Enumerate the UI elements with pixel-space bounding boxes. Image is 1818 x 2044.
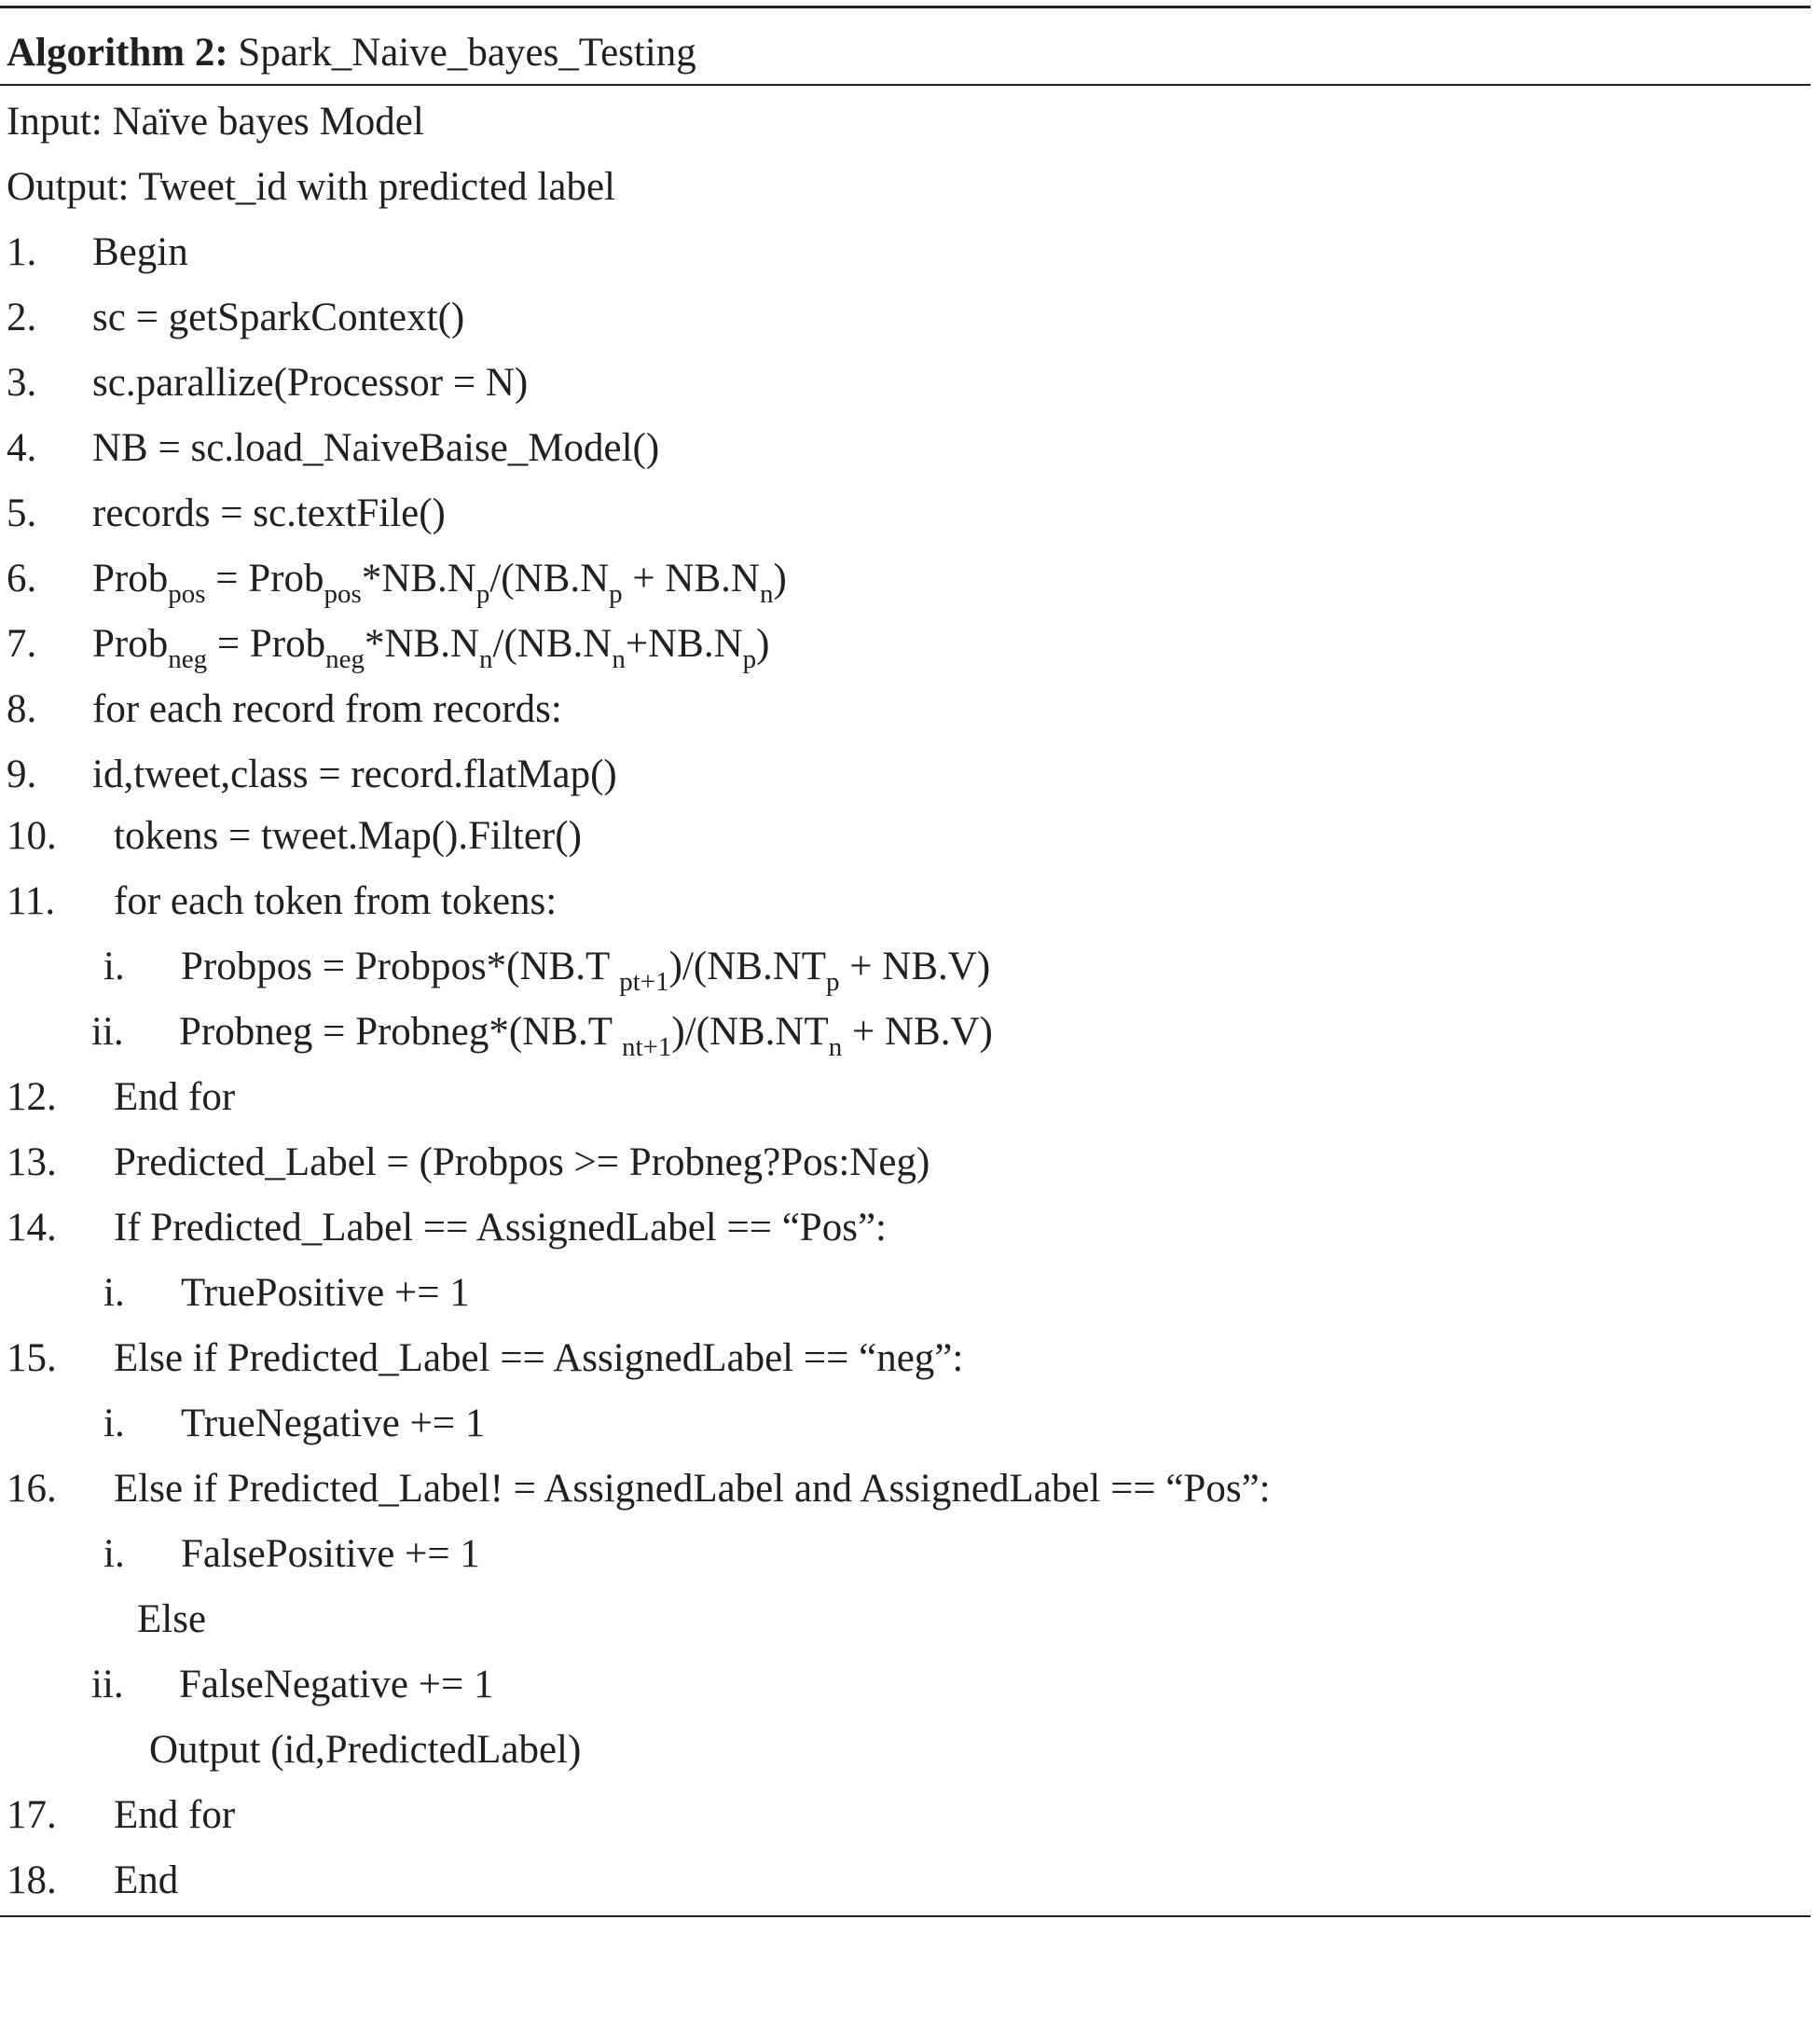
input-line: Input: Naïve bayes Model [7,100,424,144]
step-number: ii. [91,1010,124,1054]
step-text: NB = sc.load_NaiveBaise_Model() [92,426,660,470]
step-text: Probpos = Probpos*(NB.T $_{pt+1})/(NB.NT_p + NB.V)$ [181,945,991,997]
step-number: i. [103,945,125,988]
step-text: End for [114,1075,236,1119]
step-number: 9. [7,753,37,796]
step-6 [0,546,787,612]
step-number: i. [103,1271,125,1315]
step-7 [0,612,770,677]
algorithm-title [7,21,696,86]
step-number: 4. [7,426,37,470]
step-4 [0,416,660,481]
step-text: records = sc.textFile() [92,491,446,535]
step-text: sc.parallize(Processor = N) [92,361,529,405]
step-12 [0,1065,236,1130]
step-3 [0,351,529,416]
step-number: 12. [7,1075,57,1119]
step-number: 8. [7,687,37,731]
step-text: FalsePositive += 1 [181,1532,480,1576]
step-15 [0,1326,964,1391]
step-17 [0,1783,236,1848]
step-else [0,1587,207,1652]
step-8 [0,677,562,742]
step-number: 6. [7,557,37,601]
step-number: ii. [91,1663,124,1706]
step-16-ii [0,1652,494,1718]
step-number: 14. [7,1206,57,1250]
step-text: Output (id,PredictedLabel) [149,1728,582,1772]
step-16 [0,1457,1271,1522]
step-15-i [0,1391,486,1457]
step-11 [0,869,558,934]
step-text: Prob$_{pos}$ = $Prob_{pos}*NB.N_p/(NB.N_p + NB.N_n)$ [92,557,787,609]
step-number: 17. [7,1793,57,1837]
step-text: Prob$_{neg}$ = $Prob_{neg}*NB.N_n/(NB.N_n+NB.N_p)$ [92,622,770,674]
step-text: Else if Predicted_Label! = AssignedLabel and AssignedLabel == “Pos”: [114,1467,1271,1511]
step-11-ii [0,1000,993,1065]
step-text: sc = getSparkContext() [92,296,465,339]
step-number: i. [103,1532,125,1576]
step-text: Predicted_Label = (Probpos >= Probneg?Pos:Neg) [114,1140,930,1184]
step-text: Else if Predicted_Label == AssignedLabel == “neg”: [114,1336,964,1380]
step-number: 16. [7,1467,57,1511]
step-text: tokens = tweet.Map().Filter() [114,814,582,858]
step-14 [0,1195,887,1261]
step-number: i. [103,1402,125,1445]
step-9 [0,742,617,808]
step-number: 11. [7,879,56,923]
step-13 [0,1130,930,1195]
step-number: 10. [7,814,57,858]
step-5 [0,481,446,546]
step-text: If Predicted_Label == AssignedLabel == “Pos”: [114,1206,887,1250]
step-number: 15. [7,1336,57,1380]
step-number: 18. [7,1858,57,1902]
step-11-i [0,934,991,1000]
step-text: End [114,1858,179,1902]
algorithm-name: Spark_Naive_bayes_Testing [227,31,696,75]
step-output [0,1718,582,1783]
header-rule [0,84,1811,86]
step-number: 3. [7,361,37,405]
step-text: Else [137,1597,207,1641]
step-text: End for [114,1793,236,1837]
bottom-rule [0,1915,1811,1917]
step-text: TrueNegative += 1 [181,1402,486,1445]
step-number: 2. [7,296,37,339]
step-number: 1. [7,230,37,274]
step-number: 5. [7,491,37,535]
step-number: 13. [7,1140,57,1184]
step-text: id,tweet,class = record.flatMap() [92,753,617,796]
step-16-i [0,1522,480,1587]
step-2 [0,285,465,351]
step-10 [0,804,582,869]
step-text: for each token from tokens: [114,879,558,923]
top-rule [0,6,1811,8]
output-line: Output: Tweet_id with predicted label [7,165,615,209]
step-text: Begin [92,230,188,274]
step-number: 7. [7,622,37,666]
step-text: for each record from records: [92,687,562,731]
step-14-i [0,1261,470,1326]
step-1 [0,220,188,285]
step-18 [0,1848,179,1913]
step-text: TruePositive += 1 [181,1271,470,1315]
step-text: FalseNegative += 1 [179,1663,494,1706]
algorithm-label: Algorithm 2: [7,31,228,75]
step-text: Probneg = Probneg*(NB.T $_{nt+1})/(NB.NT_n + NB.V)$ [179,1010,993,1062]
